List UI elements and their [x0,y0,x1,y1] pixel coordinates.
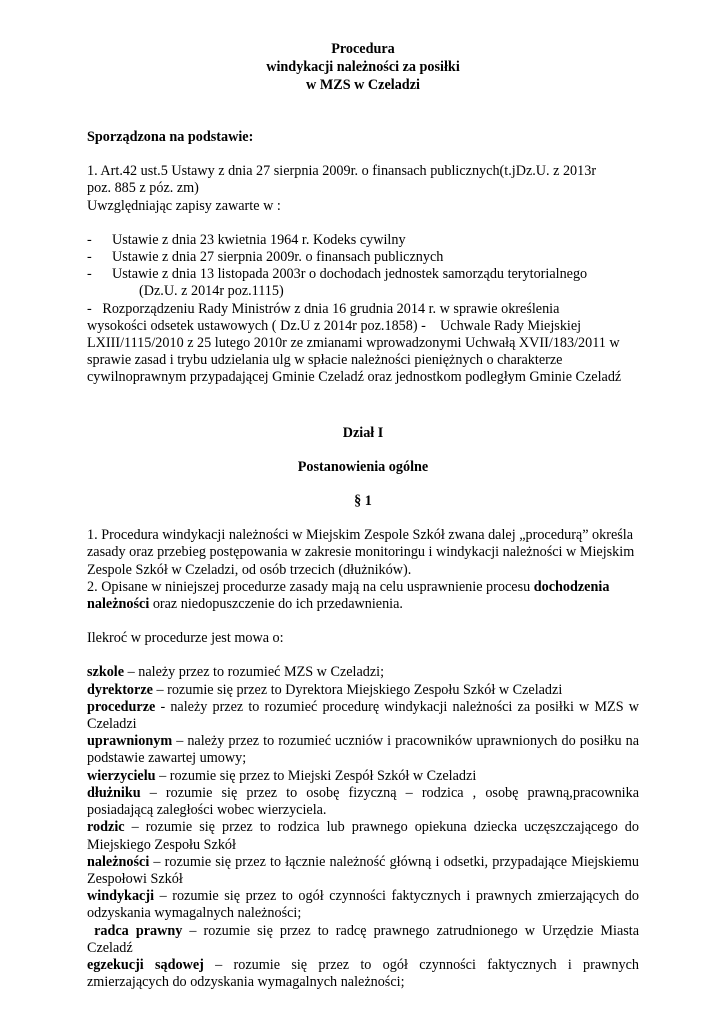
definition-item: należności – rozumie się przez to łącznie należność główną i odsetki, przypadające Miejskiemu Zespołowi Szkół [87,853,639,887]
document-title [87,40,639,94]
definition-item: wierzycielu – rozumie się przez to Miejski Zespół Szkół w Czeladzi [87,767,477,784]
title-line-3: w MZS w Czeladzi [306,77,420,93]
basis-list-item: - Ustawie z dnia 27 sierpnia 2009r. o finansach publicznych [87,249,444,266]
basis-list-item-continuation: (Dz.U. z 2014r poz.1115) [139,283,284,300]
definition-item: dłużniku – rozumie się przez to osobę fizyczną – rodzica , osobę prawną,pracownika posiadającą zaległości wobec wierzyciela. [87,784,639,819]
para1-line-1: 1. Procedura windykacji należności w Miejskim Zespole Szkół zwana dalej „procedurą” określa [87,527,634,544]
definition-item: procedurze - należy przez to rozumieć procedurę windykacji należności za posiłki w MZS w Czeladzi [87,698,639,733]
definition-item: uprawnionym – należy przez to rozumieć uczniów i pracowników uprawnionych do posiłku na podstawie zawartej umowy; [87,733,639,767]
para1-line-4: 2. Opisane w niniejszej procedurze zasady mają na celu usprawnienie procesu dochodzenia [87,578,610,595]
regulation-line-3: LXIII/1115/2010 z 25 lutego 2010r ze zmianami wprowadzonymi Uchwałą XVII/183/2011 w [87,335,620,352]
basis-list-item: - Ustawie z dnia 23 kwietnia 1964 r. Kodeks cywilny [87,231,406,248]
definition-item: szkole – należy przez to rozumieć MZS w Czeladzi; [87,664,385,681]
basis-line-2: poz. 885 z póz. zm) [87,180,199,197]
basis-line-3: Uwzględniając zapisy zawarte w : [87,197,281,214]
section-number: Dział I [342,424,384,441]
definitions-list [87,664,643,991]
regulation-line-5: cywilnoprawnym przypadającej Gminie Czeladź oraz jednostkom podległym Gminie Czeladź [87,369,622,386]
definition-item: dyrektorze – rozumie się przez to Dyrektora Miejskiego Zespołu Szkół w Czeladzi [87,681,563,698]
definition-item: egzekucji sądowej – rozumie się przez to ogół czynności faktycznych i prawnych zmierzających do odzyskania wymagalnych należności; [87,956,639,991]
definition-item: windykacji – rozumie się przez to ogół czynności faktycznych i prawnych zmierzających do odzyskania wymagalnych należności; [87,888,639,922]
para1-line-2: zasady oraz przebieg postępowania w zakresie monitoringu i windykacji należności w Miejskim [87,544,635,561]
regulation-line-2: wysokości odsetek ustawowych ( Dz.U z 2014r poz.1858) - Uchwale Rady Miejskiej [87,317,582,334]
para1-line-5: należności oraz niedopuszczenie do ich przedawnienia. [87,596,403,613]
document-page [87,40,643,991]
title-line-2: windykacji należności za posiłki [266,59,460,75]
paragraph-sign: § 1 [354,493,372,510]
definition-item: radca prawny – rozumie się przez to radcę prawnego zatrudnionego w Urzędzie Miasta Czeladź [87,922,643,956]
basis-heading: Sporządzona na podstawie: [87,129,254,145]
title-line-1: Procedura [331,41,395,57]
definitions-intro: Ilekroć w procedurze jest mowa o: [87,630,284,647]
section-title: Postanowienia ogólne [297,458,429,475]
basis-list-item: - Ustawie z dnia 13 listopada 2003r o dochodach jednostek samorządu terytorialnego [87,266,588,283]
basis-line-1: 1. Art.42 ust.5 Ustawy z dnia 27 sierpnia 2009r. o finansach publicznych(t.jDz.U. z 2013r [87,163,597,180]
definition-item: rodzic – rozumie się przez to rodzica lub prawnego opiekuna dziecka uczęszczającego do Miejskiego Zespołu Szkół [87,819,639,853]
regulation-line-4: sprawie zasad i trybu udzielania ulg w spłacie należności pieniężnych o charakterze [87,352,563,369]
regulation-line-1: - Rozporządzeniu Rady Ministrów z dnia 16 grudnia 2014 r. w sprawie określenia [87,300,560,317]
para1-line-3: Zespole Szkół w Czeladzi, od osób trzecich (dłużników). [87,561,412,578]
